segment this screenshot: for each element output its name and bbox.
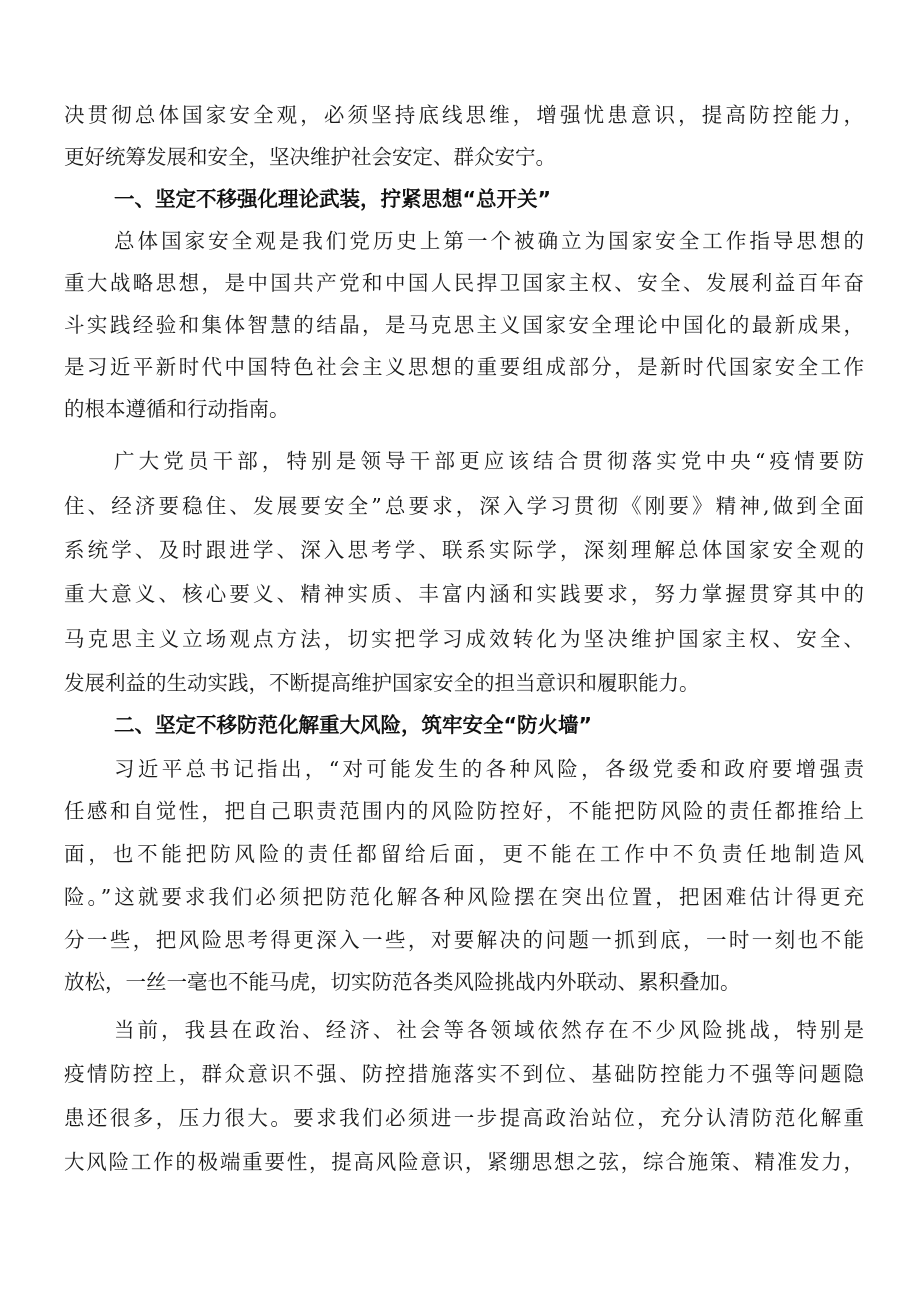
- section2-para1-line-5: [0, 920, 920, 960]
- heading-text: 二、坚定不移防范化解重大风险，筑牢安全“防火墙”: [114, 713, 592, 737]
- text-line: 的根本遵循和行动指南。: [64, 397, 290, 421]
- section1-para1-line-4: [0, 347, 920, 387]
- section1-para2-line-3: [0, 530, 920, 570]
- section2-para1-line-2: [0, 791, 920, 831]
- text-line: 是习近平新时代中国特色社会主义思想的重要组成部分，是新时代国家安全工作: [64, 355, 864, 379]
- text-line: 系统学、及时跟进学、深入思考学、联系实际学，深刻理解总体国家安全观的: [64, 538, 864, 562]
- text-line: 分一些，把风险思考得更深入一些，对要解决的问题一抓到底，一时一刻也不能: [64, 928, 864, 952]
- section2-para1-line-6: [0, 962, 920, 1002]
- section1-para2-line-2: [0, 486, 920, 526]
- intro-line-1: [0, 95, 920, 135]
- text-line: 面，也不能把防风险的责任都留给后面，更不能在工作中不负责任地制造风: [64, 842, 864, 866]
- section2-para1-line-4: [0, 877, 920, 917]
- section1-para1-line-5: [0, 389, 920, 429]
- text-line: 决贯彻总体国家安全观，必须坚持底线思维，增强忧患意识，提高防控能力，: [64, 103, 864, 127]
- text-line: 重大战略思想，是中国共产党和中国人民捍卫国家主权、安全、发展利益百年奋: [64, 271, 864, 295]
- text-line: 斗实践经验和集体智慧的结晶，是马克思主义国家安全理论中国化的最新成果，: [64, 313, 864, 337]
- intro-line-2: [0, 137, 920, 177]
- text-line: 总体国家安全观是我们党历史上第一个被确立为国家安全工作指导思想的: [114, 229, 864, 253]
- section1-para2-line-4: [0, 574, 920, 614]
- text-line: 放松，一丝一毫也不能马虎，切实防范各类风险挑战内外联动、累积叠加。: [64, 970, 741, 994]
- text-line: 广大党员干部，特别是领导干部更应该结合贯彻落实党中央“疫情要防: [114, 449, 864, 473]
- text-line: 大风险工作的极端重要性，提高风险意识，紧绷思想之弦，综合施策、精准发力，: [64, 1150, 864, 1174]
- text-line: 任感和自觉性，把自己职责范围内的风险防控好，不能把防风险的责任都推给上: [64, 799, 864, 823]
- text-line: 当前，我县在政治、经济、社会等各领域依然存在不少风险挑战，特别是: [114, 1018, 864, 1042]
- text-line: 更好统筹发展和安全，坚决维护社会安定、群众安宁。: [64, 145, 556, 169]
- section2-para2-line-3: [0, 1098, 920, 1138]
- section1-para1-line-3: [0, 305, 920, 345]
- section1-para1-line-1: [0, 221, 920, 261]
- text-line: 住、经济要稳住、发展要安全”总要求，深入学习贯彻《刚要》精神,做到全面: [64, 494, 864, 518]
- section1-para2-line-5: [0, 619, 920, 659]
- text-line: 发展利益的生动实践，不断提高维护国家安全的担当意识和履职能力。: [64, 671, 700, 695]
- text-line: 疫情防控上，群众意识不强、防控措施落实不到位、基础防控能力不强等问题隐: [64, 1062, 864, 1086]
- section2-para2-line-1: [0, 1010, 920, 1050]
- section2-para1-line-1: [0, 749, 920, 789]
- section2-para2-line-4: [0, 1142, 920, 1182]
- text-line: 习近平总书记指出，“对可能发生的各种风险，各级党委和政府要增强责: [114, 757, 864, 781]
- section1-heading: [0, 179, 920, 219]
- section1-para1-line-2: [0, 263, 920, 303]
- section1-para2-line-6: [0, 663, 920, 703]
- text-line: 险。”这就要求我们必须把防范化解各种风险摆在突出位置，把困难估计得更充: [64, 885, 864, 909]
- text-line: 马克思主义立场观点方法，切实把学习成效转化为坚决维护国家主权、安全、: [64, 627, 864, 651]
- text-line: 患还很多，压力很大。要求我们必须进一步提高政治站位，充分认清防范化解重: [64, 1106, 864, 1130]
- section2-para2-line-2: [0, 1054, 920, 1094]
- heading-text: 一、坚定不移强化理论武装，拧紧思想“总开关”: [114, 187, 551, 211]
- section2-heading: [0, 705, 920, 745]
- section2-para1-line-3: [0, 834, 920, 874]
- section1-para2-line-1: [0, 441, 920, 481]
- text-line: 重大意义、核心要义、精神实质、丰富内涵和实践要求，努力掌握贯穿其中的: [64, 582, 864, 606]
